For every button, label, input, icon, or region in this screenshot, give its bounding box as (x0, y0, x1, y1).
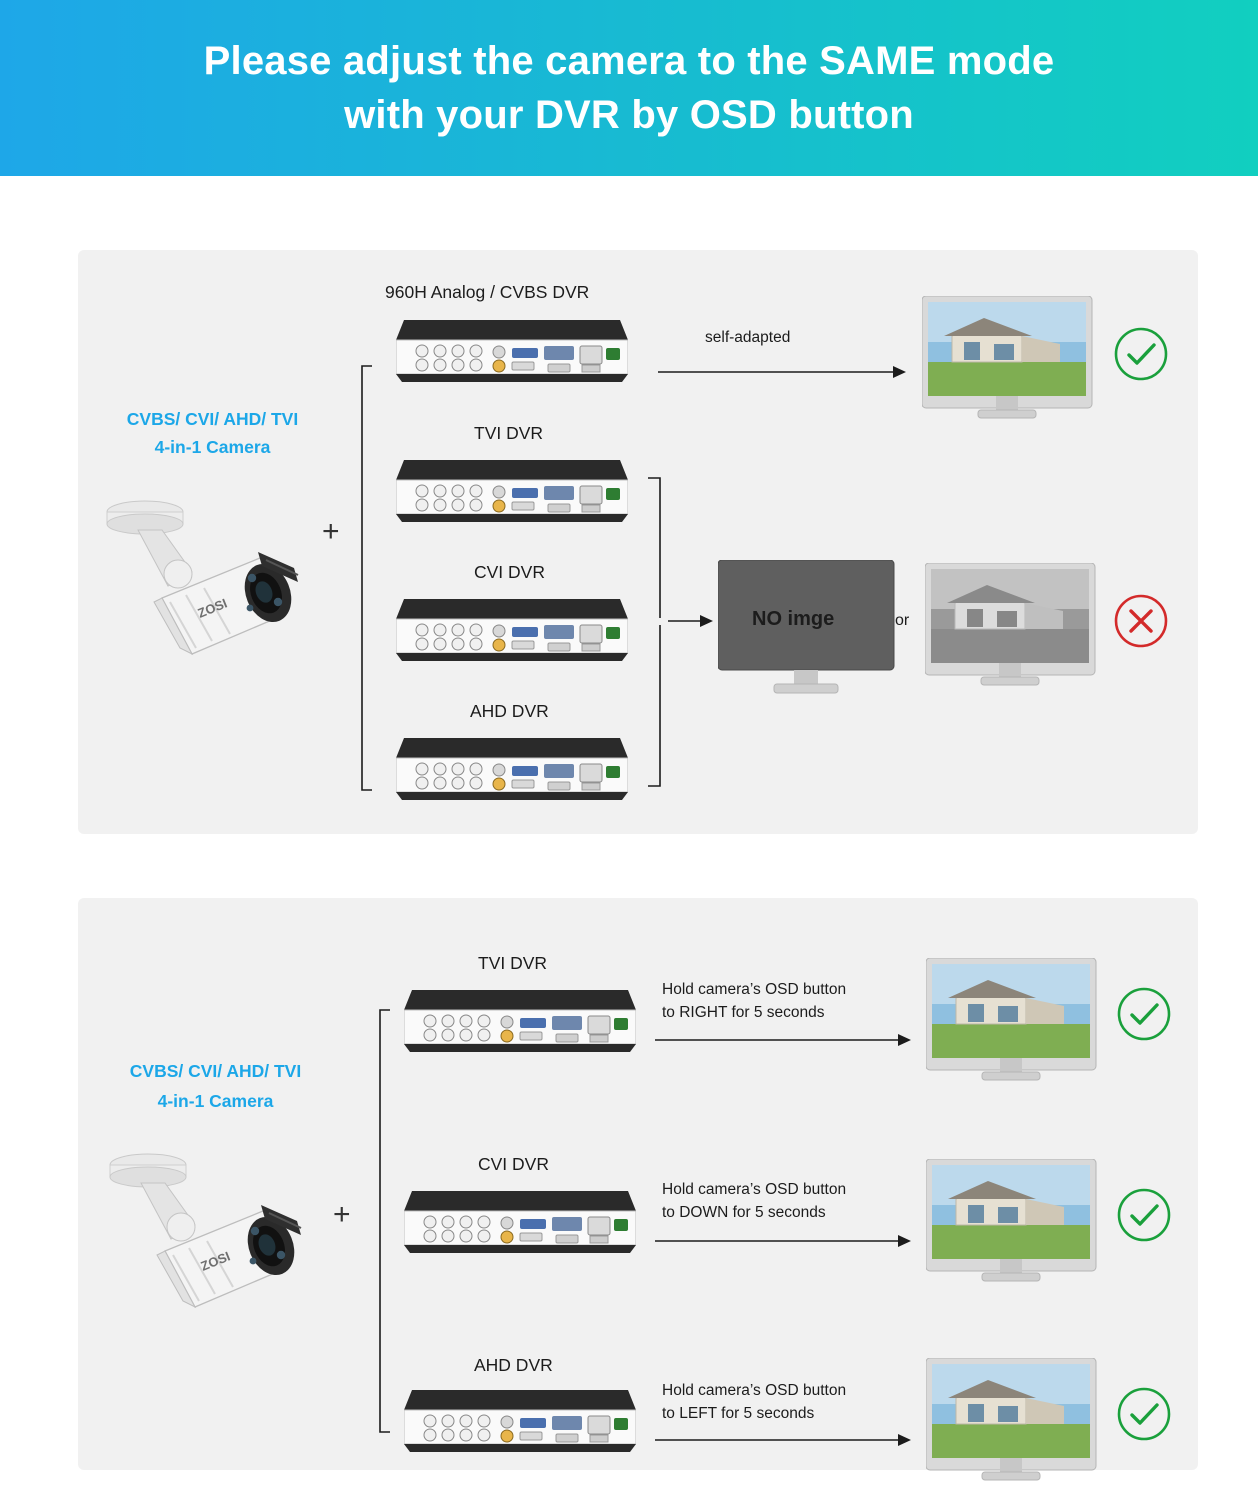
panel1-camera-label-line-1: CVBS/ CVI/ AHD/ TVI (126, 409, 299, 429)
panel2-instruction-2-line-2: to LEFT for 5 seconds (662, 1405, 815, 1422)
panel2-camera-label-line-1: CVBS/ CVI/ AHD/ TVI (129, 1061, 302, 1081)
header-title-line-1: Please adjust the camera to the SAME mode (203, 39, 1055, 83)
panel2-instruction-1-line-1: Hold camera’s OSD button (662, 1181, 847, 1198)
panel2-monitor-1 (926, 1159, 1096, 1294)
panel2-result-check-icon-2 (1115, 1385, 1171, 1441)
panel1-dvr-title-2: CVI DVR (474, 562, 545, 582)
panel1-dvr-title-3: AHD DVR (470, 701, 549, 721)
panel2-dvr-title-1: CVI DVR (478, 1154, 549, 1174)
panel2-result-check-icon-0 (1115, 985, 1171, 1041)
panel2-instruction-1-line-2: to DOWN for 5 seconds (662, 1204, 826, 1221)
panel2-camera-image (103, 1143, 303, 1323)
panel1-result-cross-icon (1112, 592, 1168, 648)
header-title-line-2: with your DVR by OSD button (344, 93, 914, 137)
panel1-dvr-title-0: 960H Analog / CVBS DVR (385, 282, 590, 302)
panel2-instruction-2-line-1: Hold camera’s OSD button (662, 1382, 847, 1399)
panel2-dvr-unit-2 (404, 1388, 636, 1450)
svg-text:ZOSI: ZOSI (195, 595, 230, 621)
panel1-camera-label-line-2: 4-in-1 Camera (154, 437, 271, 457)
panel1-monitor-ok (922, 296, 1092, 431)
panel1-plus-sign: + (322, 515, 340, 548)
svg-text:ZOSI: ZOSI (198, 1248, 233, 1274)
panel2-monitor-2 (926, 1358, 1096, 1493)
panel1-no-image-text: NO imge (752, 608, 835, 630)
panel2-result-check-icon-1 (1115, 1186, 1171, 1242)
panel1-dvr-unit-0 (396, 318, 628, 380)
panel2-dvr-title-2: AHD DVR (474, 1355, 553, 1375)
panel2-plus-sign: + (333, 1198, 351, 1231)
panel1-result-check-icon (1112, 325, 1168, 381)
panel1-dvr-unit-2 (396, 597, 628, 659)
panel2-dvr-unit-0 (404, 988, 636, 1050)
header-banner (0, 0, 1258, 176)
panel2-monitor-0 (926, 958, 1096, 1093)
panel1-arrow-label-0: self-adapted (705, 329, 791, 346)
panel1-or-text: or (895, 612, 910, 629)
panel1-dvr-unit-3 (396, 736, 628, 798)
panel1-camera-image (100, 490, 300, 670)
panel1-dvr-title-1: TVI DVR (474, 423, 544, 443)
panel2-dvr-unit-1 (404, 1189, 636, 1251)
panel2-camera-label-line-2: 4-in-1 Camera (157, 1091, 274, 1111)
panel2-dvr-title-0: TVI DVR (478, 953, 548, 973)
panel1-monitor-grayscale (925, 563, 1095, 698)
panel1-dvr-unit-1 (396, 458, 628, 520)
panel2-instruction-0-line-2: to RIGHT for 5 seconds (662, 1004, 825, 1021)
panel2-instruction-0-line-1: Hold camera’s OSD button (662, 981, 847, 998)
